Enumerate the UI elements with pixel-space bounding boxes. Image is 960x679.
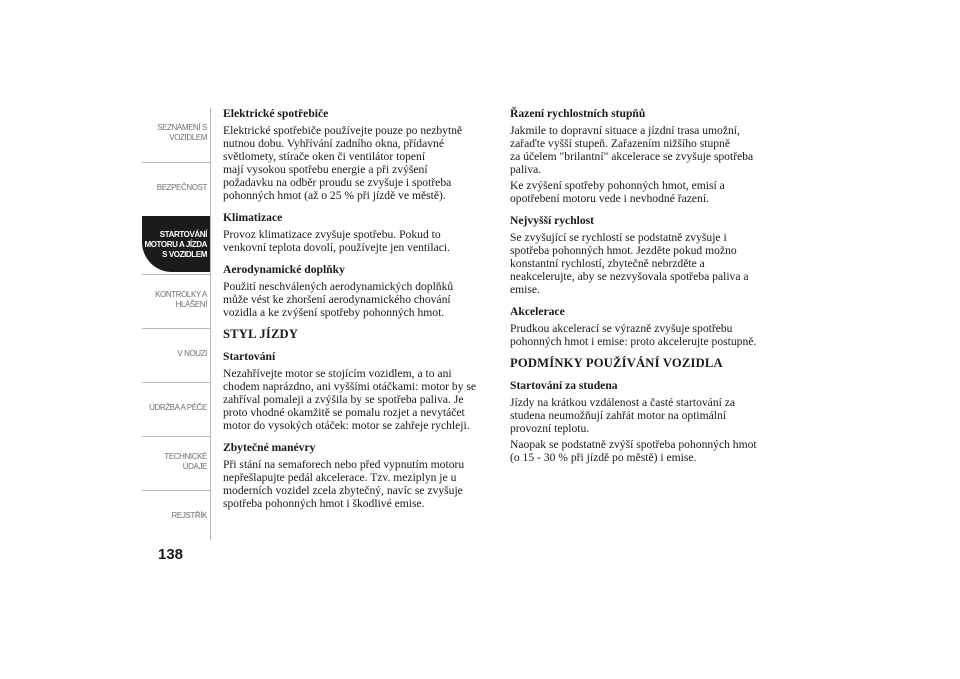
tab-seznameni-s-vozidlem[interactable]	[142, 108, 210, 158]
tab-label: ÚDRŽBA A PÉČE	[149, 402, 207, 412]
tab-label: TECHNICKÉ ÚDAJE	[164, 451, 207, 471]
tab-startovani-motoru[interactable]	[142, 216, 210, 272]
paragraph-razeni-2: Ke zvýšení spotřeby pohonných hmot, emisí a opotřebení motoru vede i nevhodné řazení.	[510, 179, 725, 205]
heading-elektricke-spotrebice: Elektrické spotřebiče	[223, 107, 329, 120]
heading-startovani-za-studena: Startování za studena	[510, 379, 618, 392]
paragraph-zbytecne-manevry: Při stání na semaforech nebo před vypnutím motoru nepřešlapujte pedál akcelerace. Tzv. meziplyn je u moderních vozidel zcela zbytečný, navíc se zvyšuje spotřeba pohonných hmot i škodlivé emise.	[223, 458, 465, 510]
paragraph-razeni-1: Jakmile to dopravní situace a jízdní trasa umožní, zařaďte vyšší stupeň. Zařazením nižšího stupně za účelem "brilantní" akcelerace se zvyšuje spotřeba paliva.	[510, 124, 754, 176]
tab-label: KONTROLKY A HLÁŠENÍ	[155, 289, 207, 309]
tab-v-nouzi[interactable]	[142, 328, 210, 378]
paragraph-studena-2: Naopak se podstatně zvýší spotřeba pohonných hmot (o 15 - 30 % při jízdě po městě) i emise.	[510, 438, 757, 464]
page-number: 138	[158, 546, 184, 563]
tab-label: SEZNÁMENÍ S VOZIDLEM	[157, 123, 207, 142]
heading-startovani: Startování	[223, 350, 276, 363]
section-title-podminky-pouzivani: PODMÍNKY POUŽÍVÁNÍ VOZIDLA	[510, 356, 723, 370]
tab-kontrolky-a-hlaseni[interactable]	[142, 274, 210, 324]
heading-aerodynamicke-doplnky: Aerodynamické doplňky	[223, 263, 345, 276]
paragraph-startovani: Nezahřívejte motor se stojícím vozidlem, a to ani chodem naprázdno, ani vyššími otáčkami: motor by se zahříval pomaleji a zvýšila by se spotřeba paliva. Je proto vhodné okamžitě se pomalu rozjet a nevytáčet motor do vysokých otáček: motor se zahřeje rychleji.	[223, 367, 477, 432]
heading-nejvyssi-rychlost: Nejvyšší rychlost	[510, 214, 595, 227]
paragraph-akcelerace: Prudkou akcelerací se výrazně zvyšuje spotřebu pohonných hmot i emise: proto akcelerujte postupně.	[510, 322, 757, 348]
tab-label: REJSTŘÍK	[171, 510, 207, 520]
paragraph-aerodynamicke-doplnky: Použití neschválených aerodynamických doplňků může vést ke zhoršení aerodynamického chování vozidla a ke zvýšení spotřeby pohonných hmot.	[223, 280, 454, 319]
tab-label: V NOUZI	[177, 348, 207, 358]
left-column	[223, 107, 495, 519]
tab-label: STARTOVÁNÍ MOTORU A JÍZDA S VOZIDLEM	[144, 229, 207, 259]
heading-akcelerace: Akcelerace	[510, 305, 565, 318]
section-title-styl-jizdy: STYL JÍZDY	[223, 327, 299, 341]
paragraph-studena-1: Jízdy na krátkou vzdálenost a časté startování za studena neumožňují zahřát motor na optimální provozní teplotu.	[510, 396, 736, 435]
heading-klimatizace: Klimatizace	[223, 211, 283, 224]
sidebar-divider	[210, 108, 211, 540]
heading-zbytecne-manevry: Zbytečné manévry	[223, 441, 316, 454]
paragraph-klimatizace: Provoz klimatizace zvyšuje spotřebu. Pokud to venkovní teplota dovolí, používejte jen ventilaci.	[223, 228, 450, 254]
heading-razeni-rychlostnich-stupnu: Řazení rychlostních stupňů	[510, 107, 646, 120]
tab-label: BEZPEČNOST	[156, 182, 207, 192]
paragraph-nejvyssi-rychlost: Se zvyšující se rychlostí se podstatně zvyšuje i spotřeba pohonných hmot. Jezděte pokud možno konstantní rychlostí, zbytečně nebrzděte a neakcelerujte, aby se nezvyšovala spotřeba paliva a emise.	[510, 231, 749, 296]
tab-technicke-udaje[interactable]	[142, 436, 210, 486]
tab-rejstrik[interactable]	[142, 490, 210, 540]
tab-udrzba-a-pece[interactable]	[142, 382, 210, 432]
tab-bezpecnost[interactable]	[142, 162, 210, 212]
right-column	[510, 107, 780, 473]
paragraph-elektricke-spotrebice: Elektrické spotřebiče používejte pouze po nezbytně nutnou dobu. Vyhřívání zadního okna, přídavné světlomety, stírače oken či ventilátor topení mají vysokou spotřebu energie a při zvýšení požadavku na odběr proudu se zvyšuje i spotřeba pohonných hmot (až o 25 % při jízdě ve městě).	[223, 124, 463, 202]
